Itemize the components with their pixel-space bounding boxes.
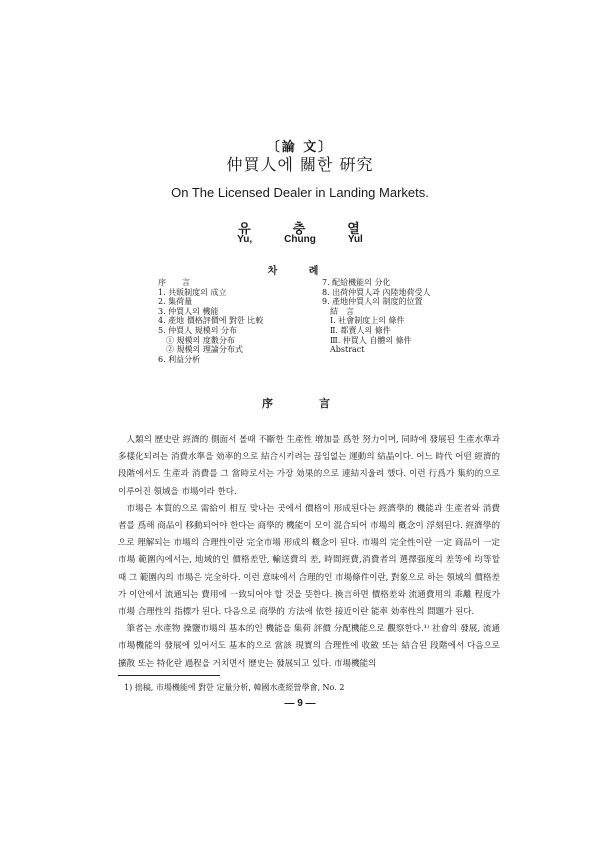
section-heading: 序 言	[262, 397, 338, 410]
page-number: — 9 —	[284, 698, 316, 709]
author-korean-part: 충	[292, 222, 308, 237]
toc-item: 3. 仲買人의 機能	[158, 306, 219, 316]
toc-item: 1. 共販制度의 成立	[158, 287, 227, 297]
author-korean-part: 열	[347, 222, 362, 237]
paragraph: 市場은 本質的으로 需給이 相互 맞나는 곳에서 價格이 形成된다는 經濟學的 機能과 生產者와 消費者를 爲해 商品이 移動되어야 한다는 商學的 機能이 모이 混合되어 市場의 槪念이 浮刻된다. 經濟學的으로 理解되는 市場의 合理性이란 完全市場 形成의 槪念이 된다. 市場의 完全性이란 一定 商品이 一定 市場 範圍內에서는, 地域的인 價格差만, 輸送費의 差, 時間經費,消費者의 選擇强度의 差等에 均等할 때 그 範圍內의 市場은 完全하다. 이런 意味에서 合理的인 市場條件이란, 對象으로 하는 領域의 價格差가 이안에서 流通되는 費用에 一致되어야 할 것을 뜻한다. 換言하면 價格差와 流通費用의 乖離 程度가 市場 合理性의 指標가 된다. 다음으로 商學的 方法에 依한 接近이란 能率 効率性의 問題가 된다.	[118, 503, 500, 618]
toc-item: 8. 出荷仲買人과 內陸地荷受人	[322, 287, 431, 297]
footnote-divider	[118, 675, 220, 676]
toc-item: 序 言	[158, 278, 190, 287]
toc-item: Ⅱ. 都賣人의 條件	[322, 325, 391, 335]
toc-item: ① 規模의 度數分布	[158, 335, 235, 345]
toc-heading: 차 례	[267, 266, 333, 277]
author-english-part: Chung	[284, 234, 316, 245]
toc-item: 5. 仲買人 規模의 分布	[158, 325, 237, 335]
toc-item: 6. 利益分析	[158, 354, 201, 364]
author-korean-part: 유	[238, 222, 253, 237]
toc-item: 9. 產地仲買人의 制度的位置	[322, 297, 423, 307]
toc-item: ② 規模의 理論分布式	[158, 345, 243, 355]
author-english-part: Yu,	[237, 234, 253, 245]
title-english: On The Licensed Dealer in Landing Markets.	[171, 185, 429, 200]
paragraph: 人類의 歷史란 經濟的 側面서 볼때 不斷한 生產性 增加를 爲한 努力이며, 同時에 發展된 生產水準과 多樣化되려는 消費水準을 効率的으로 結合시키려는 끊임없는 運動의 結晶이다. 어느 時代 어떤 經濟的 段階에서도 生產과 消費를 그 當時로서는 가장 効果的으로 連結지울려 했다. 이런 行爲가 集約的으로 이루어진 領域을 市場이라 한다.	[118, 435, 500, 497]
toc-item: 4. 產地 價格評價에 對한 比較	[158, 316, 264, 326]
toc-item: 結 言	[322, 306, 354, 316]
author-english-part: Yul	[347, 234, 363, 245]
toc-item: 2. 集荷量	[158, 297, 193, 307]
paragraph: 筆者는 水產物 操鹽市場의 基本的인 機能을 集荷 評價 分配機能으로 觀察한다.¹⁾ 社會의 發展, 流通 市場機能의 發展에 있어서도 基本的으로 當該 現實의 合理性에 收斂 또는 結合된 段階에서 다음으로 擴散 또는 特化란 過程을 거치면서 歷史는 發展되고 있다. 市場機能의	[118, 624, 500, 669]
footnote: 1) 拙稿, 市場機能에 對한 定量分析, 韓國水產經營學會, No. 2	[124, 683, 345, 692]
toc-item: Ⅲ. 仲買人 自體의 條件	[322, 335, 412, 345]
title-korean: 仲買人에 關한 硏究	[226, 155, 374, 174]
body-text	[118, 432, 500, 673]
article-type-label: 〔論 文〕	[266, 140, 334, 155]
author-english	[0, 234, 600, 245]
toc-right-column	[322, 278, 482, 355]
toc-item: Ⅰ. 社會制度上의 條件	[322, 316, 405, 326]
toc-item: Abstract	[322, 345, 365, 355]
toc-left-column	[158, 278, 328, 364]
toc-item: 7. 配給機能의 分化	[322, 278, 391, 287]
